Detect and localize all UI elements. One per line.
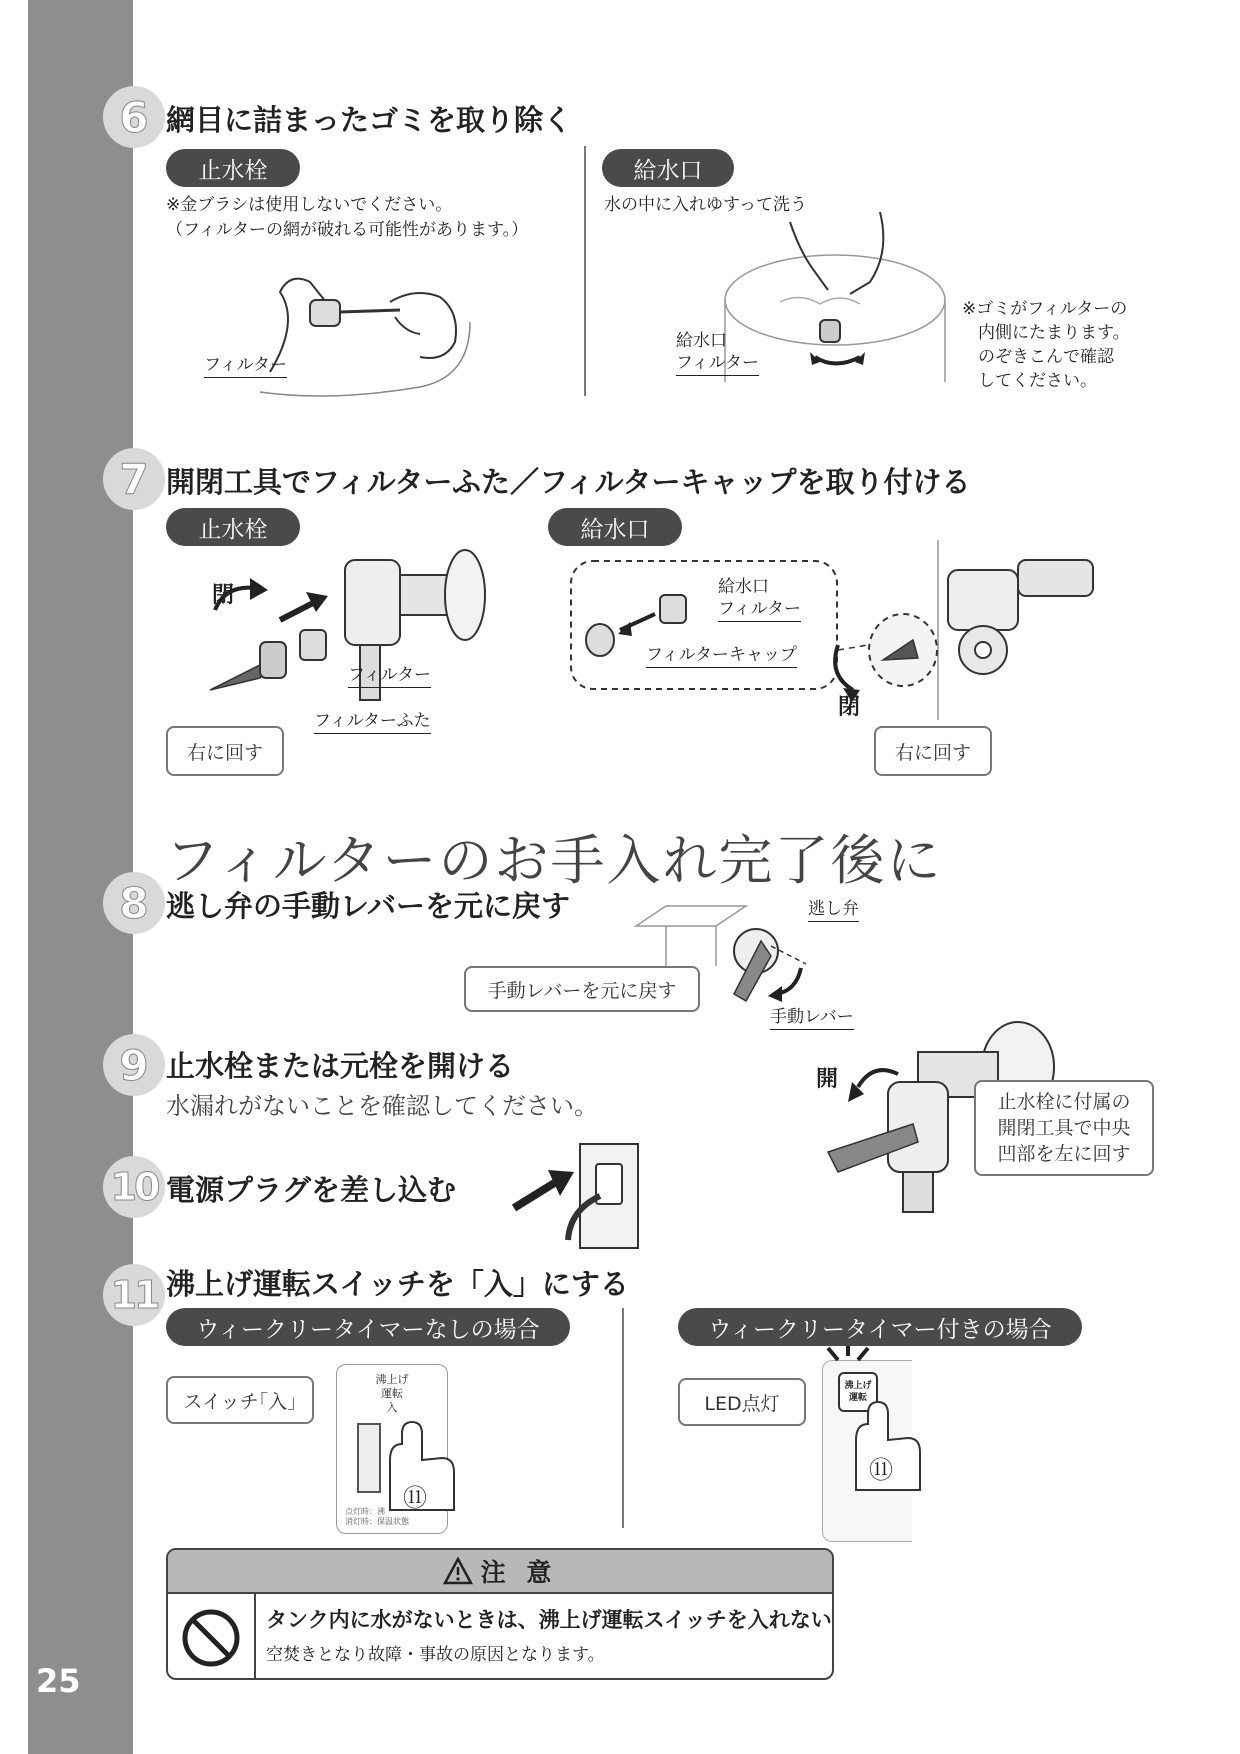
step-11-left-switch-label	[337, 1373, 447, 1415]
caution-main-text: タンク内に水がないときは、沸上げ運転スイッチを入れない	[266, 1608, 832, 1632]
caution-body	[168, 1594, 832, 1680]
step-8-callout: 手動レバーを元に戻す	[464, 966, 700, 1012]
step-7-right-turn-callout: 右に回す	[874, 726, 992, 776]
caution-title: 注 意	[480, 1558, 558, 1587]
step-7-left-illustration	[200, 520, 500, 720]
step-10-title: 電源プラグを差し込む	[166, 1173, 457, 1207]
step-7-number: 7	[103, 448, 165, 510]
step-9-number: 9	[103, 1034, 165, 1096]
caution-header	[168, 1550, 832, 1594]
step-11-right-finger-mark: ⑪	[869, 1456, 893, 1484]
step-11-right-button-line-1: 沸上げ	[844, 1381, 872, 1391]
step-11-left-small-text-2: 消灯時：保温状態	[345, 1517, 409, 1526]
step-6-left-note-1: ※金ブラシは使用しないでください。	[166, 195, 453, 215]
step-6-divider	[584, 146, 586, 396]
caution-box	[166, 1548, 834, 1680]
step-11-left-switch-label-2: 運転	[381, 1387, 403, 1400]
step-7-title: 開閉工具でフィルターふた／フィルターキャップを取り付ける	[166, 465, 971, 499]
step-7-right-close-label: 閉	[838, 695, 861, 720]
step-7-right-filter-cap-label: フィルターキャップ	[646, 640, 797, 668]
step-11-right-button-line-2: 運転	[848, 1393, 867, 1403]
step-7-left-filter-lid-label: フィルターふた	[314, 706, 431, 734]
step-7-left-pill: 止水栓	[166, 508, 300, 546]
step-9-callout-line-3: 凹部を左に回す	[997, 1143, 1131, 1165]
step-6-right-note-1: ※ゴミがフィルターの	[962, 299, 1128, 319]
step-6-number: 6	[103, 86, 165, 148]
step-11-left-switch-label-1: 沸上げ	[375, 1373, 409, 1386]
step-11-left-finger-mark: ⑪	[403, 1484, 427, 1512]
step-11-right-callout: LED点灯	[678, 1378, 806, 1426]
step-6-filter-label: フィルター	[204, 350, 287, 378]
step-10-plug-illustration	[508, 1140, 648, 1252]
step-11-left-pill: ウィークリータイマーなしの場合	[166, 1308, 570, 1346]
step-9-callout	[974, 1080, 1154, 1176]
step-9-callout-line-2: 開閉工具で中央	[997, 1117, 1131, 1139]
step-6-right-label-2: フィルター	[676, 348, 759, 376]
step-9-title: 止水栓または元栓を開ける	[166, 1049, 515, 1083]
after-maintenance-heading: フィルターのお手入れ完了後に	[165, 829, 943, 892]
step-11-left-small-text-1: 点灯時：沸	[345, 1507, 385, 1516]
step-6-right-label-1: 給水口	[676, 331, 727, 351]
step-6-right-note-3: のぞきこんで確認	[978, 347, 1114, 367]
step-7-right-filter-label-2: フィルター	[718, 594, 801, 622]
step-6-left-pill: 止水栓	[166, 149, 300, 187]
step-6-right-instruction: 水の中に入れゆすって洗う	[604, 195, 807, 215]
step-8-title: 逃し弁の手動レバーを元に戻す	[166, 889, 570, 923]
step-8-number: 8	[103, 872, 165, 934]
step-6-right-pill: 給水口	[602, 149, 734, 187]
step-11-left-callout: スイッチ｢入｣	[166, 1376, 314, 1424]
step-7-left-turn-callout: 右に回す	[166, 726, 284, 776]
step-9-callout-line-1: 止水栓に付属の	[997, 1091, 1131, 1113]
warning-triangle-icon	[443, 1557, 473, 1585]
step-8-relief-valve-label: 逃し弁	[808, 894, 859, 922]
step-7-right-illustration	[838, 540, 1098, 720]
step-6-right-note-4: してください。	[978, 371, 1097, 391]
step-10-number: 10	[103, 1156, 165, 1218]
prohibition-icon	[180, 1607, 242, 1669]
step-11-right-pill: ウィークリータイマー付きの場合	[678, 1308, 1082, 1346]
page-number: 25	[36, 1662, 81, 1700]
step-11-title: 沸上げ運転スイッチを「入」にする	[166, 1267, 629, 1301]
step-6-title: 網目に詰まったゴミを取り除く	[166, 103, 573, 137]
step-7-right-pill: 給水口	[548, 508, 682, 546]
caution-sub-text: 空焚きとなり故障・事故の原因となります。	[266, 1645, 605, 1665]
step-7-left-close-label: 閉	[212, 583, 235, 608]
step-9-subtitle: 水漏れがないことを確認してください。	[166, 1092, 598, 1120]
step-6-right-note-2: 内側にたまります。	[978, 323, 1130, 343]
caution-icon-cell	[168, 1594, 256, 1680]
step-11-left-switch-label-3: 入	[386, 1401, 398, 1414]
step-7-right-filter-label-1: 給水口	[718, 577, 769, 597]
step-9-open-label: 開	[816, 1067, 839, 1092]
step-7-right-detail-frame	[570, 560, 838, 690]
step-8-lever-label: 手動レバー	[770, 1002, 854, 1030]
step-6-left-note-2: （フィルターの網が破れる可能性があります。）	[166, 220, 529, 240]
step-11-left-rocker-switch[interactable]	[357, 1423, 381, 1493]
step-7-left-filter-label: フィルター	[348, 660, 431, 688]
step-11-number: 11	[103, 1264, 165, 1326]
step-11-divider	[622, 1308, 624, 1528]
